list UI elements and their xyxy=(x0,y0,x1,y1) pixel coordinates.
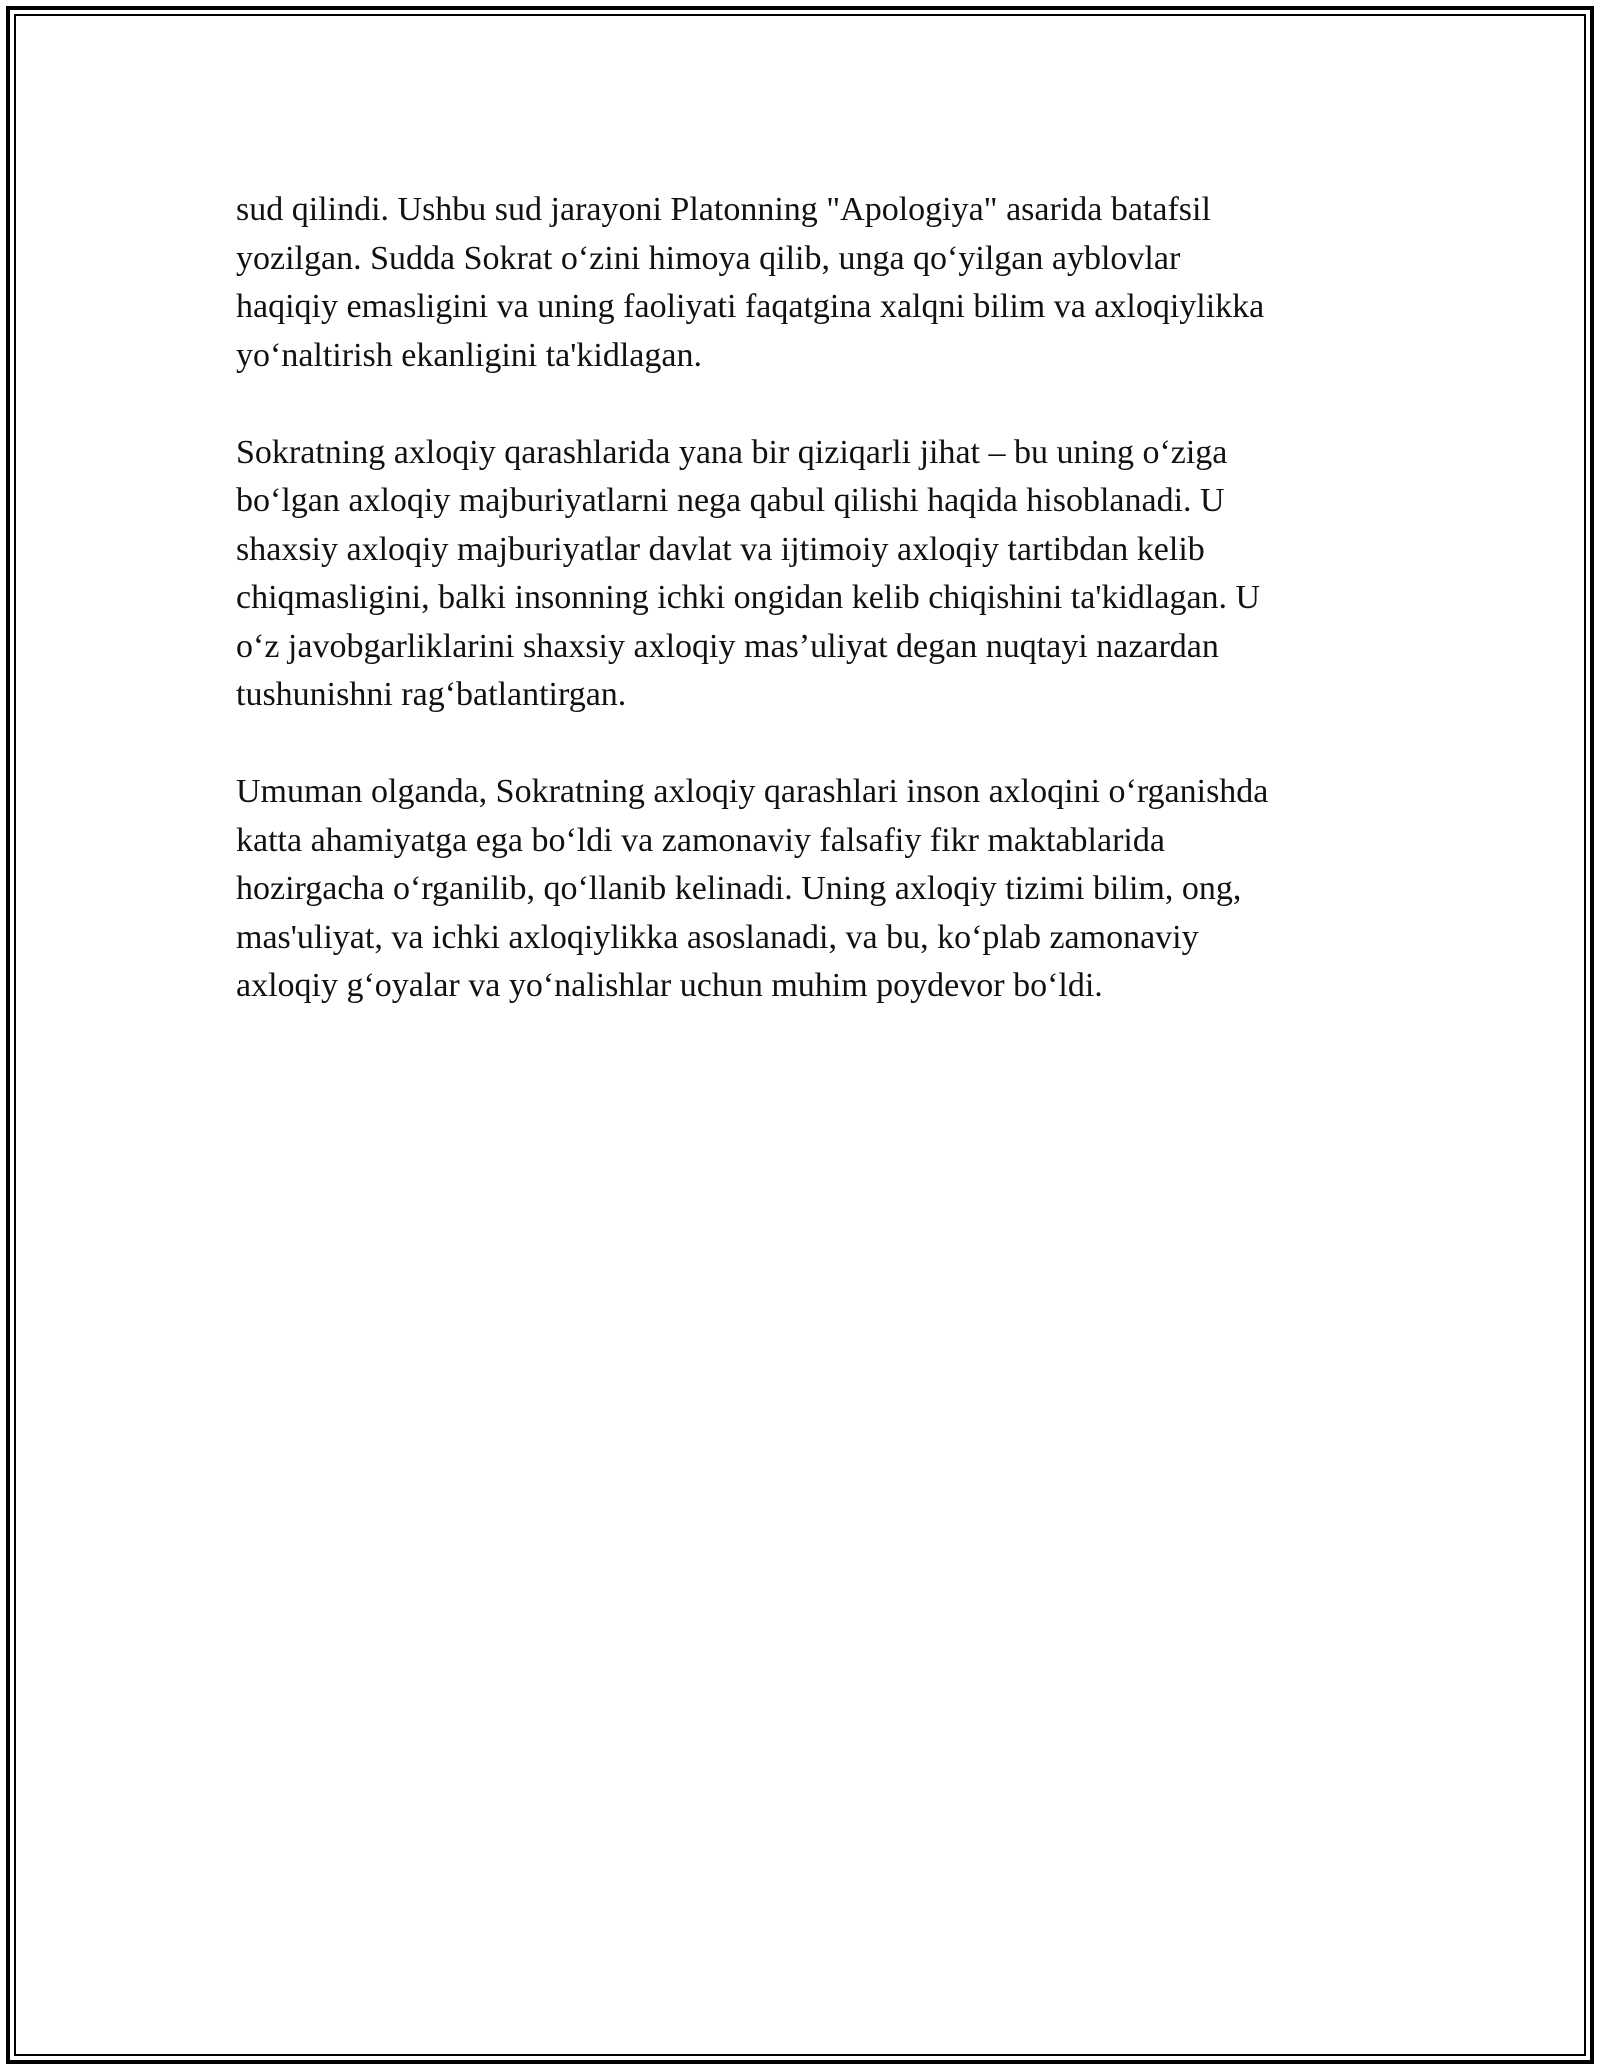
paragraph-line: o‘z javobgarliklarini shaxsiy axloqiy mas’uliyat degan nuqtayi nazardan xyxy=(236,627,1219,665)
paragraph-line: katta ahamiyatga ega bo‘ldi va zamonaviy falsafiy fikr maktablarida xyxy=(236,821,1165,859)
paragraph-line: Sokratning axloqiy qarashlarida yana bir qiziqarli jihat – bu uning o‘ziga xyxy=(236,433,1228,471)
paragraph-line: chiqmasligini, balki insonning ichki ongidan kelib chiqishini ta'kidlagan. U xyxy=(236,579,1261,616)
paragraph-line: yozilgan. Sudda Sokrat o‘zini himoya qilib, unga qo‘yilgan ayblovlar xyxy=(236,239,1181,277)
paragraph-line: shaxsiy axloqiy majburiyatlar davlat va ijtimoiy axloqiy tartibdan kelib xyxy=(236,530,1205,568)
paragraph-line: sud qilindi. Ushbu sud jarayoni Platonning "Apologiya" asarida batafsil xyxy=(236,191,1211,228)
paragraph-line: axloqiy g‘oyalar va yo‘nalishlar uchun muhim poydevor bo‘ldi. xyxy=(236,967,1103,1004)
paragraph-2 xyxy=(236,429,1366,720)
paragraph-line: hozirgacha o‘rganilib, qo‘llanib kelinadi. Uning axloqiy tizimi bilim, ong, xyxy=(236,870,1242,907)
paragraph-line: yo‘naltirish ekanligini ta'kidlagan. xyxy=(236,336,702,374)
paragraph-line: bo‘lgan axloqiy majburiyatlarni nega qabul qilishi haqida hisoblanadi. U xyxy=(236,482,1225,519)
paragraph-1 xyxy=(236,186,1366,380)
paragraph-line: mas'uliyat, va ichki axloqiylikka asoslanadi, va bu, ko‘plab zamonaviy xyxy=(236,918,1199,956)
paragraph-line: tushunishni rag‘batlantirgan. xyxy=(236,676,627,713)
paragraph-line: haqiqiy emasligini va uning faoliyati faqatgina xalqni bilim va axloqiylikka xyxy=(236,288,1265,325)
paragraph-3 xyxy=(236,768,1366,1011)
paragraph-line: Umuman olganda, Sokratning axloqiy qarashlari inson axloqini o‘rganishda xyxy=(236,773,1269,810)
document-body xyxy=(236,186,1366,1059)
